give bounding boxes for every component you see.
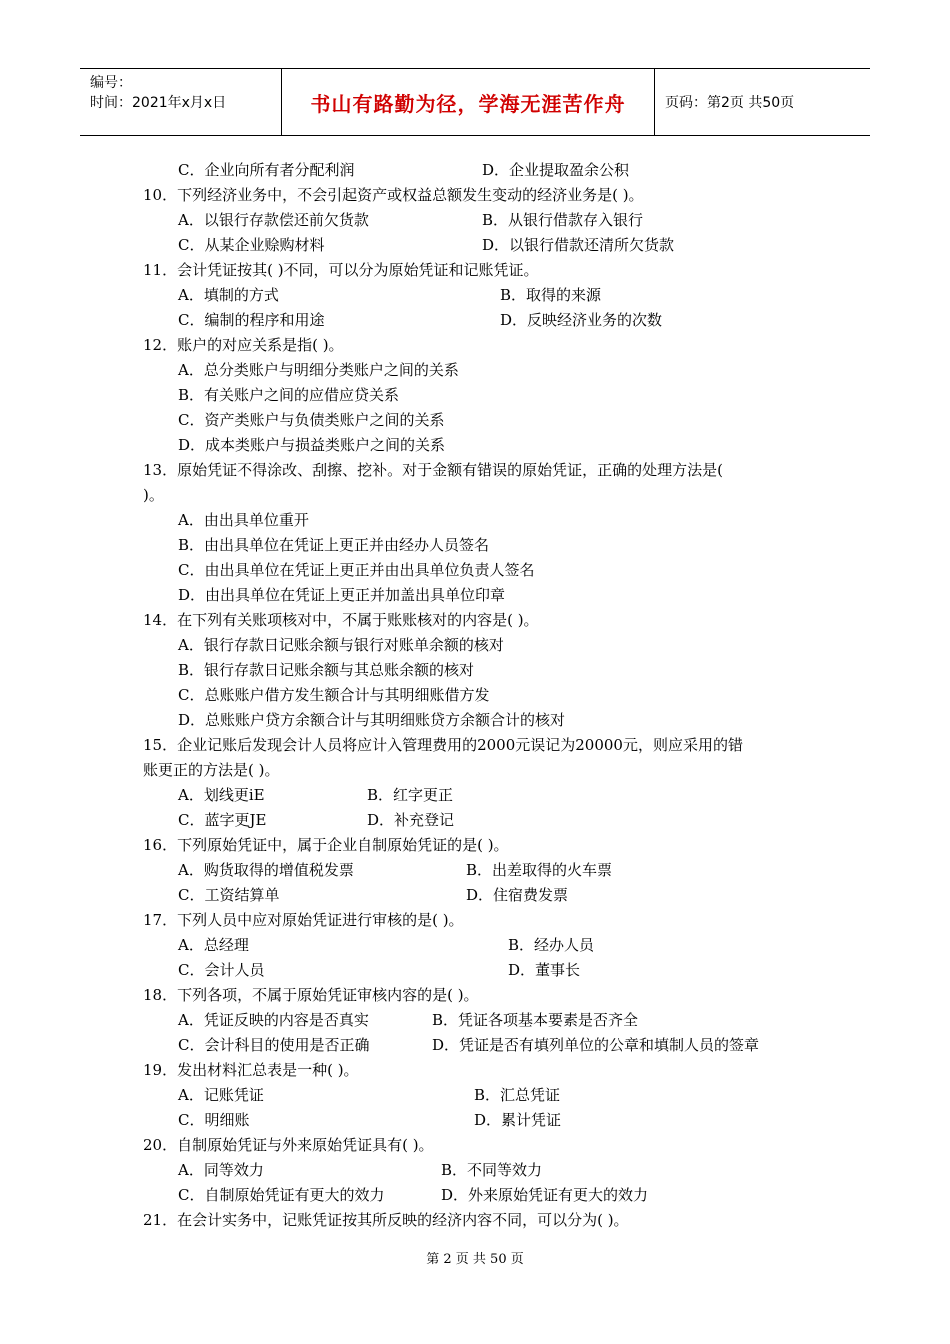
text-line: D．董事长 (508, 961, 581, 979)
text-line: A．银行存款日记账余额与银行对账单余额的核对 (178, 636, 504, 654)
text-line: B．红字更正 (367, 786, 454, 804)
header-page-info: 页码：第2页 共50页 (665, 95, 795, 111)
text-line: C．工资结算单 (178, 886, 280, 904)
header-motto: 书山有路勤为径，学海无涯苦作舟 (282, 69, 655, 135)
text-line: A．购货取得的增值税发票 (178, 861, 354, 879)
text-line: D．反映经济业务的次数 (500, 311, 663, 329)
text-line: C．企业向所有者分配利润 (178, 161, 355, 179)
text-line: A．由出具单位重开 (178, 511, 309, 529)
text-line: C．会计人员 (178, 961, 265, 979)
text-line: B．银行存款日记账余额与其总账余额的核对 (178, 661, 475, 679)
text-line: 15．企业记账后发现会计人员将应计入管理费用的2000元误记为20000元，则应采用的错 (143, 736, 743, 754)
text-line: 13．原始凭证不得涂改、刮擦、挖补。对于金额有错误的原始凭证，正确的处理方法是( (143, 461, 723, 479)
text-line: C．蓝字更JE (178, 811, 267, 829)
text-line: 10．下列经济业务中，不会引起资产或权益总额发生变动的经济业务是( )。 (143, 186, 644, 204)
text-line: 18．下列各项，不属于原始凭证审核内容的是( )。 (143, 986, 479, 1004)
text-line: A．以银行存款偿还前欠货款 (178, 211, 369, 229)
text-line: D．累计凭证 (474, 1111, 562, 1129)
text-line: 20．自制原始凭证与外来原始凭证具有( )。 (143, 1136, 434, 1154)
text-line: D．以银行借款还清所欠货款 (482, 236, 675, 254)
text-line: C．从某企业赊购材料 (178, 236, 325, 254)
text-line: A．划线更iE (178, 786, 265, 804)
time-label: 时间：2021年x月x日 (90, 95, 227, 111)
text-line: A．同等效力 (178, 1161, 264, 1179)
text-line: B．汇总凭证 (474, 1086, 561, 1104)
text-line: D．成本类账户与损益类账户之间的关系 (178, 436, 446, 454)
text-line: D．外来原始凭证有更大的效力 (441, 1186, 649, 1204)
text-line: B．从银行借款存入银行 (482, 211, 644, 229)
text-line: C．资产类账户与负债类账户之间的关系 (178, 411, 445, 429)
text-line: B．有关账户之间的应借应贷关系 (178, 386, 400, 404)
text-line: 账更正的方法是( )。 (143, 761, 280, 779)
text-line: A．总分类账户与明细分类账户之间的关系 (178, 361, 459, 379)
text-line: 11．会计凭证按其( )不同，可以分为原始凭证和记账凭证。 (143, 261, 539, 279)
text-line: C．总账账户借方发生额合计与其明细账借方发 (178, 686, 490, 704)
text-line: D．凭证是否有填列单位的公章和填制人员的签章 (432, 1036, 760, 1054)
text-line: C．编制的程序和用途 (178, 311, 325, 329)
text-line: A．记账凭证 (178, 1086, 264, 1104)
text-line: C．明细账 (178, 1111, 250, 1129)
text-line: C．会计科目的使用是否正确 (178, 1036, 370, 1054)
text-line: A．凭证反映的内容是否真实 (178, 1011, 369, 1029)
text-line: D．总账账户贷方余额合计与其明细账贷方余额合计的核对 (178, 711, 566, 729)
text-line: )。 (143, 486, 164, 504)
text-line: C．自制原始凭证有更大的效力 (178, 1186, 385, 1204)
text-line: 19．发出材料汇总表是一种( )。 (143, 1061, 359, 1079)
text-line: B．取得的来源 (500, 286, 602, 304)
text-line: 14．在下列有关账项核对中，不属于账账核对的内容是( )。 (143, 611, 539, 629)
text-line: B．出差取得的火车票 (466, 861, 613, 879)
page-footer: 第 2 页 共 50 页 (426, 1252, 524, 1267)
page-header (80, 68, 870, 136)
text-line: C．由出具单位在凭证上更正并由出具单位负责人签名 (178, 561, 535, 579)
text-line: A．总经理 (178, 936, 249, 954)
text-line: D．企业提取盈余公积 (482, 161, 630, 179)
text-line: A．填制的方式 (178, 286, 279, 304)
text-line: D．补充登记 (367, 811, 455, 829)
text-line: 17．下列人员中应对原始凭证进行审核的是( )。 (143, 911, 464, 929)
text-line: D．由出具单位在凭证上更正并加盖出具单位印章 (178, 586, 506, 604)
number-label: 编号： (90, 75, 132, 91)
header-meta (80, 69, 282, 135)
text-line: B．凭证各项基本要素是否齐全 (432, 1011, 639, 1029)
text-line: 21．在会计实务中，记账凭证按其所反映的经济内容不同，可以分为( )。 (143, 1211, 629, 1229)
text-line: B．不同等效力 (441, 1161, 543, 1179)
text-line: 16．下列原始凭证中，属于企业自制原始凭证的是( )。 (143, 836, 509, 854)
text-line: B．由出具单位在凭证上更正并由经办人员签名 (178, 536, 490, 554)
text-line: D．住宿费发票 (466, 886, 569, 904)
text-line: B．经办人员 (508, 936, 595, 954)
text-line: 12．账户的对应关系是指( )。 (143, 336, 344, 354)
